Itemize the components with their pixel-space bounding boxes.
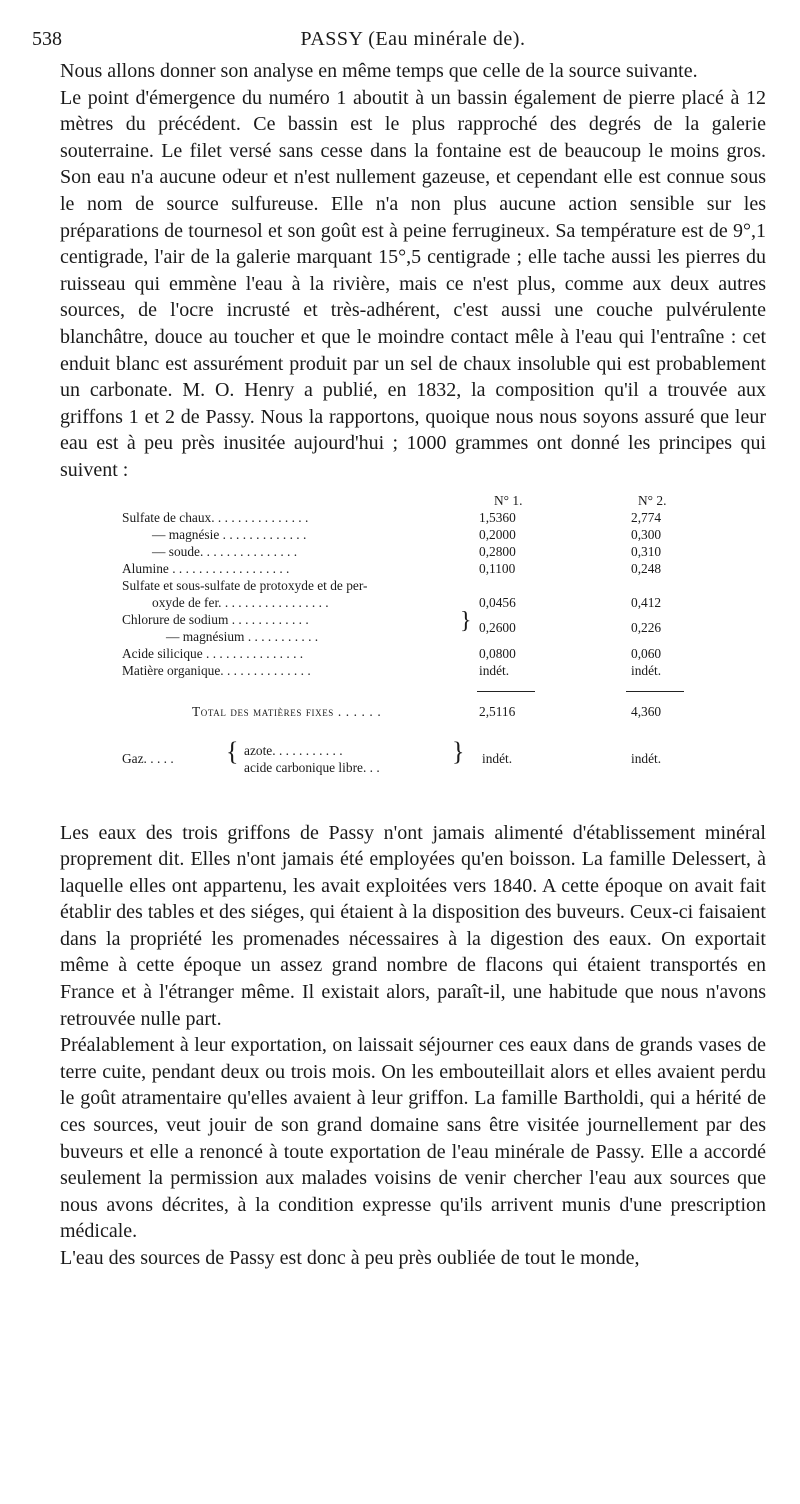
value-2: 0,060	[631, 645, 662, 661]
spacer	[60, 776, 766, 820]
table-row	[122, 526, 682, 543]
gas-row	[122, 736, 682, 776]
running-header	[32, 28, 766, 58]
value-1: 0,0456	[479, 594, 516, 610]
table-row	[122, 543, 682, 560]
value-1: 0,0800	[479, 645, 516, 661]
paragraph: Nous allons donner son analyse en même temps que celle de la source suivante.	[60, 60, 698, 82]
paragraph: L'eau des sources de Passy est donc à peu près oubliée de tout le monde,	[60, 1247, 640, 1269]
table-row	[122, 662, 682, 679]
row-label: Chlorure de sodium . . . . . . . . . . . .	[122, 611, 309, 627]
brace-glyph: }	[452, 736, 465, 766]
value-2: 0,248	[631, 560, 662, 576]
spacer	[122, 720, 682, 742]
row-label: — magnésium . . . . . . . . . . .	[166, 628, 319, 644]
brace-glyph: {	[226, 736, 239, 766]
row-label: — magnésie . . . . . . . . . . . . .	[152, 526, 307, 542]
brace-glyph: }	[460, 607, 472, 634]
analysis-table	[122, 492, 682, 776]
rule-row	[122, 679, 682, 703]
column-header-2: N° 2.	[638, 492, 667, 508]
row-label: Sulfate de chaux. . . . . . . . . . . . . . .	[122, 509, 309, 525]
value-2: indét.	[631, 662, 662, 678]
page-title: PASSY (Eau minérale de).	[300, 28, 526, 50]
paragraph: Les eaux des trois griffons de Passy n'ont jamais alimenté d'établissement minéral proprement dit. Elles n'ont jamais été employées qu'en boisson. La famille Delessert, à laquelle elles ont appartenu, les avait exploitées vers 1840. A cette époque on avait fait établir des tables et des siéges, qui étaient à la disposition des buveurs. Ceux-ci faisaient dans la propriété les promenades nécessaires à la digestion des eaux. On exportait même à cette époque un assez grand nombre de flacons qui étaient transportés en France et à l'étranger même. Il existait alors, paraît-il, une habitude que nous n'avons retrouvée nulle part.	[60, 821, 766, 1030]
table-header-row	[122, 492, 682, 509]
gas-item: azote. . . . . . . . . . .	[244, 742, 343, 758]
total-rule-1	[477, 691, 535, 692]
value-2: 0,310	[631, 543, 662, 559]
table-row	[122, 560, 682, 577]
table-row	[122, 607, 682, 645]
total-rule-2	[626, 691, 684, 692]
value-1: 0,2000	[479, 526, 516, 542]
total-row	[122, 703, 682, 720]
gas-value-1: indét.	[482, 750, 513, 766]
paragraph: Préalablement à leur exportation, on laissait séjourner ces eaux dans de grands vases de terre cuite, pendant deux ou trois mois. On les embouteillait alors et elles avaient perdu le goût atramentaire qu'elles avaient à leur griffon. La famille Bartholdi, qui a hérité de ces sources, veut jouir de son grand domaine sans être visitée journellement par des buveurs et elle a renoncé à toute exportation de l'eau minérale de Passy. Elle a accordé seulement la permission aux malades voisins de venir chercher l'eau aux sources que nous avons décrites, à la condition expresse qu'ils arrivent munis d'une prescription médicale.	[60, 1034, 766, 1243]
total-value-2: 4,360	[631, 703, 662, 719]
value-2: 2,774	[631, 509, 662, 525]
row-label: oxyde de fer. . . . . . . . . . . . . . . . .	[152, 594, 329, 610]
row-label: Sulfate et sous-sulfate de protoxyde et de per-	[122, 577, 368, 593]
row-label: — soude. . . . . . . . . . . . . . .	[152, 543, 298, 559]
gas-label: Gaz. . . . .	[122, 750, 174, 766]
gas-item: acide carbonique libre. . .	[244, 759, 380, 775]
value-2: 0,412	[631, 594, 662, 610]
row-label: Alumine . . . . . . . . . . . . . . . . . .	[122, 560, 290, 576]
value-1: indét.	[479, 662, 510, 678]
value-1: 1,5360	[479, 509, 516, 525]
table-row	[122, 645, 682, 662]
column-header-1: N° 1.	[494, 492, 523, 508]
total-value-1: 2,5116	[479, 703, 516, 719]
value-2: 0,300	[631, 526, 662, 542]
total-label: Total des matières fixes . . . . . .	[192, 703, 382, 719]
table-row	[122, 594, 682, 611]
value-1: 0,2600	[479, 619, 516, 635]
gas-value-2: indét.	[631, 750, 662, 766]
value-1: 0,2800	[479, 543, 516, 559]
value-2: 0,226	[631, 619, 662, 635]
page-number: 538	[32, 28, 62, 50]
value-1: 0,1100	[479, 560, 516, 576]
page	[32, 28, 766, 1272]
table-row	[122, 577, 682, 594]
table-row	[122, 509, 682, 526]
row-label: Matière organique. . . . . . . . . . . . . .	[122, 662, 311, 678]
paragraph: Le point d'émergence du numéro 1 aboutit à un bassin également de pierre placé à 12 mètres du précédent. Ce bassin est le plus rapproché des degrés de la galerie souterraine. Le filet versé sans cesse dans la fontaine est de beaucoup le moins gros. Son eau n'a aucune odeur et n'est nullement gazeuse, et cependant elle est connue sous le nom de source sulfureuse. Elle n'a non plus aucune action sensible sur les préparations de tournesol et son goût est à peine ferrugineux. Sa température est de 9°,1 centigrade, l'air de la galerie marquant 15°,5 centigrade ; elle tache aussi les pierres du ruisseau qui emmène l'eau à la rivière, mais ce n'est plus, comme aux deux autres sources, de l'ocre incrusté et très-adhérent, c'est aussi une couche pulvérulente blanchâtre, douce au toucher et que le moindre contact mêle à l'eau qui l'entraîne : cet enduit blanc est assurément produit par un sel de chaux insoluble qui est probablement un carbonate. M. O. Henry a publié, en 1832, la composition qu'il a trouvée aux griffons 1 et 2 de Passy. Nous la rapportons, quoique nous nous soyons assuré que leur eau est à peu près inusitée aujourd'hui ; 1000 grammes ont donné les principes qui suivent :	[60, 86, 766, 481]
row-label: Acide silicique . . . . . . . . . . . . . . .	[122, 645, 304, 661]
